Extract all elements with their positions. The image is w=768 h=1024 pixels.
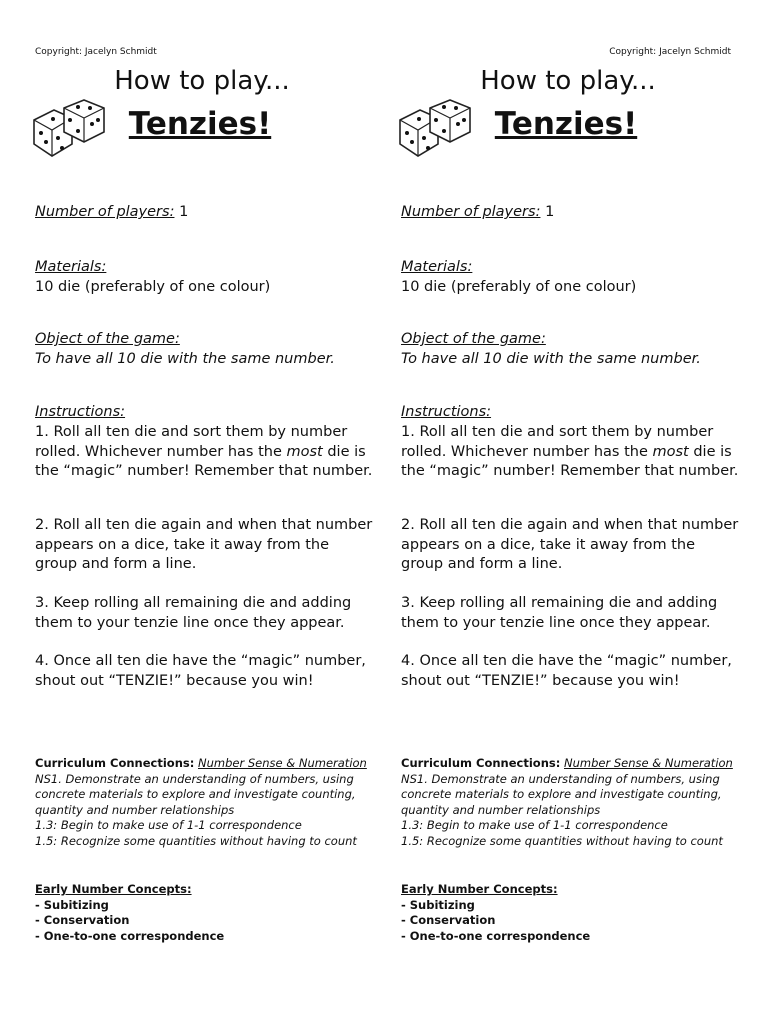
instruction-step-3: 3. Keep rolling all remaining die and adding them to your tenzie line once they appear. [401,595,718,631]
object-label: Object of the game: [35,331,180,347]
object-value: To have all 10 die with the same number. [35,351,335,367]
materials-value: 10 die (preferably of one colour) [401,279,637,295]
materials-value: 10 die (preferably of one colour) [35,279,271,295]
early-number-concepts: Early Number Concepts: - Subitizing - Conservation - One-to-one correspondence [401,882,591,943]
object-label: Object of the game: [401,331,546,347]
materials-label: Materials: [35,259,107,275]
instruction-step-4: 4. Once all ten die have the “magic” number, shout out “TENZIE!” because you win! [401,653,732,689]
object-value: To have all 10 die with the same number. [401,351,701,367]
title-tenzies: Tenzies! [128,106,272,142]
title-tenzies: Tenzies! [494,106,638,142]
card-right [401,0,766,1024]
dice-icon [32,98,108,162]
players-value: 1 [545,204,555,220]
instruction-step-3: 3. Keep rolling all remaining die and adding them to your tenzie line once they appear. [35,595,352,631]
card-left [35,0,400,1024]
copyright-text: Copyright: Jacelyn Schmidt [35,47,157,57]
instruction-step-4: 4. Once all ten die have the “magic” number, shout out “TENZIE!” because you win! [35,653,366,689]
instruction-step-1: 1. Roll all ten die and sort them by number rolled. Whichever number has the most die is the “magic” number! Remember that number. [35,424,373,479]
copyright-text: Copyright: Jacelyn Schmidt [609,47,731,57]
early-number-concepts: Early Number Concepts: - Subitizing - Conservation - One-to-one correspondence [35,882,225,943]
players-row [35,203,375,223]
instructions-label: Instructions: [401,404,492,420]
instructions-label: Instructions: [35,404,126,420]
materials-label: Materials: [401,259,473,275]
players-value: 1 [179,204,189,220]
instruction-step-2: 2. Roll all ten die again and when that number appears on a dice, take it away from the group and form a line. [35,517,373,572]
dice-icon [398,98,474,162]
curriculum-connections: Curriculum Connections: Number Sense & Numeration NS1. Demonstrate an understanding of numbers, using concrete materials to explore and investigate counting, quantity and number relationships 1.3: Begin to make use of 1-1 correspondence 1.5: Recognize some quantities without having to count [401,756,733,848]
instruction-step-1: 1. Roll all ten die and sort them by number rolled. Whichever number has the most die is the “magic” number! Remember that number. [401,424,739,479]
players-label: Number of players: [35,204,175,220]
instruction-step-2: 2. Roll all ten die again and when that number appears on a dice, take it away from the group and form a line. [401,517,739,572]
title-how-to-play: How to play... [480,66,656,96]
title-how-to-play: How to play... [114,66,290,96]
curriculum-connections: Curriculum Connections: Number Sense & Numeration NS1. Demonstrate an understanding of numbers, using concrete materials to explore and investigate counting, quantity and number relationships 1.3: Begin to make use of 1-1 correspondence 1.5: Recognize some quantities without having to count [35,756,367,848]
players-label: Number of players: [401,204,541,220]
players-row [401,203,741,223]
